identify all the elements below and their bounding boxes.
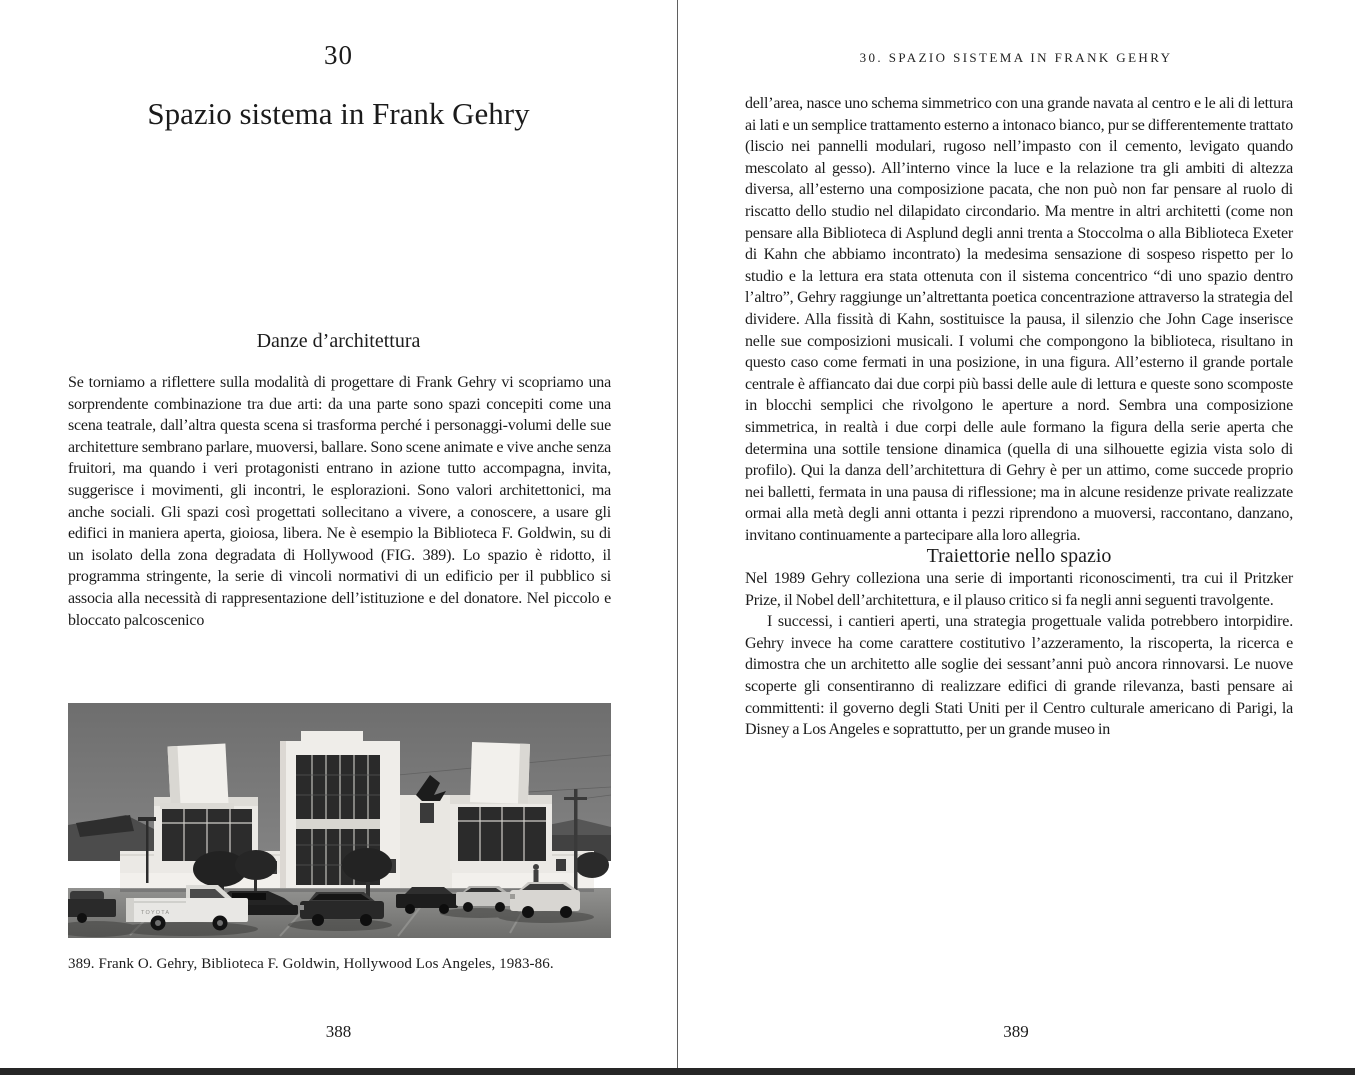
section-heading-traiettorie: Traiettorie nello spazio	[926, 545, 1112, 568]
running-head: 30. SPAZIO SISTEMA IN FRANK GEHRY	[859, 50, 1173, 65]
section-heading-danze: Danze d’architettura	[256, 330, 421, 352]
left-cube	[167, 744, 228, 807]
figure-caption: 389. Frank O. Gehry, Biblioteca F. Goldwin, Hollywood Los Angeles, 1983-86.	[68, 956, 554, 972]
page-gutter-line	[677, 0, 678, 1075]
page-number-right: 389	[1003, 1022, 1029, 1041]
right-text-column	[745, 93, 1293, 741]
truck-tailgate-label: TOYOTA	[141, 910, 171, 916]
goldwin-library-photo	[68, 703, 611, 938]
pedestrian	[533, 864, 539, 883]
chapter-number: 30	[324, 40, 353, 70]
left-body-text: Se torniamo a riflettere sulla modalità di progettare di Frank Gehry vi scopriamo una sorprendente combinazione tra due arti: da una parte sono spazi concepiti come una scena teatrale, dall’altra questa scena si trasforma perché i personaggi-volumi delle sue architetture sembrano parlare, muoversi, ballare. Sono scene animate e vive anche senza fruitori, ma quando i veri protagonisti entrano in azione tutto accompagna, invita, suggerisce i movimenti, gli incontri, le esplorazioni. Sono valori architettonici, ma anche sociali. Gli spazi così progettati sollecitano a vivere, a conoscere, a usare gli edifici in maniera aperta, gioiosa, libera. Ne è esempio la Biblioteca F. Goldwin, su di un isolato della zona degradata di Hollywood (FIG. 389). Lo spazio è ridotto, il programma stringente, la serie di vincoli normativi di un edificio per il pubblico si associa alla necessità di rappresentazione dell’istituzione e del donatore. Nel piccolo e bloccato palcoscenico	[68, 374, 611, 629]
page-number-left: 388	[325, 1022, 352, 1041]
right-cube	[470, 742, 530, 804]
body-paragraph-continuation: dell’area, nasce uno schema simmetrico con una grande navata al centro e le ali di lettura ai lati e un semplice trattamento esterno a intonaco bianco, pur se differentemente trattato (liscio nei pannelli modulari, rugoso nell’impasto con il cemento, levigato quando mescolato al gesso). All’interno vince la luce e la relazione tra gli ambiti di altezza diversa, all’esterno una composizione pacata, che non può non far pensare al ruolo di riscatto dello studio nel dilapidato circondario. Ma mentre in altri architetti (come non pensare alla Biblioteca di Asplund degli anni trenta a Stoccolma o alla Biblioteca Exeter di Kahn che abbiamo incontrato) la medesima sensazione di sospeso rispetto per lo studio e la lettura era stata ottenuta con il sistema concentrico “di uno spazio dentro l’altro”, Gehry raggiunge un’altrettanta poetica concentrazione attraverso la strategia del dividere. Alla fissità di Kahn, sostituisce la pausa, il silenzio che John Cage inserisce nelle sue composizioni musicali. I volumi che compongono la biblioteca, risultano in questo caso come fermati in una posizione, in una figura. All’esterno il grande portale centrale è affiancato dai due corpi più bassi delle aule di lettura e queste sono scomposte in blocchi semplici che rivolgono le aperture a nord. Sembra una composizione simmetrica, in realtà i due corpi delle aule formano la figura della serie aperta che determina una sottile tensione dinamica (quella di una silhouette egizia vista solo di profilo). Qui la danza dell’architettura di Gehry è per un attimo, come succede proprio nei balletti, fermata in una pausa di riflessione; ma in alcune residenze private realizzate ormai alla metà degli anni ottanta i pezzi riprendono a muoversi, raccontano, danzano, invitano continuamente a partecipare alla loro allegria.	[745, 95, 1293, 544]
body-paragraph-2: Nel 1989 Gehry colleziona una serie di importanti riconoscimenti, tra cui il Pritzker Prize, il Nobel dell’architettura, e il plauso critico si fa negli anni seguenti travolgente.	[745, 570, 1293, 609]
scan-edge-bar	[0, 1068, 1355, 1075]
body-paragraph-3: I successi, i cantieri aperti, una strategia progettuale valida potrebbero intorpidire. Gehry invece ha come carattere costitutivo l’azzeramento, la riscoperta, la ricerca e dimostra che un architetto alle soglie dei sessant’anni può ancora rinnovarsi. Le nuove scoperte gli consentiranno di realizzare edifici di grande rilevanza, basti pensare ai committenti: il governo degli Stati Uniti per il Centro culturale americano di Parigi, la Disney a Los Angeles e soprattutto, per un grande museo in	[745, 613, 1293, 739]
chapter-title: Spazio sistema in Frank Gehry	[147, 96, 530, 131]
figure-photo	[68, 703, 611, 938]
